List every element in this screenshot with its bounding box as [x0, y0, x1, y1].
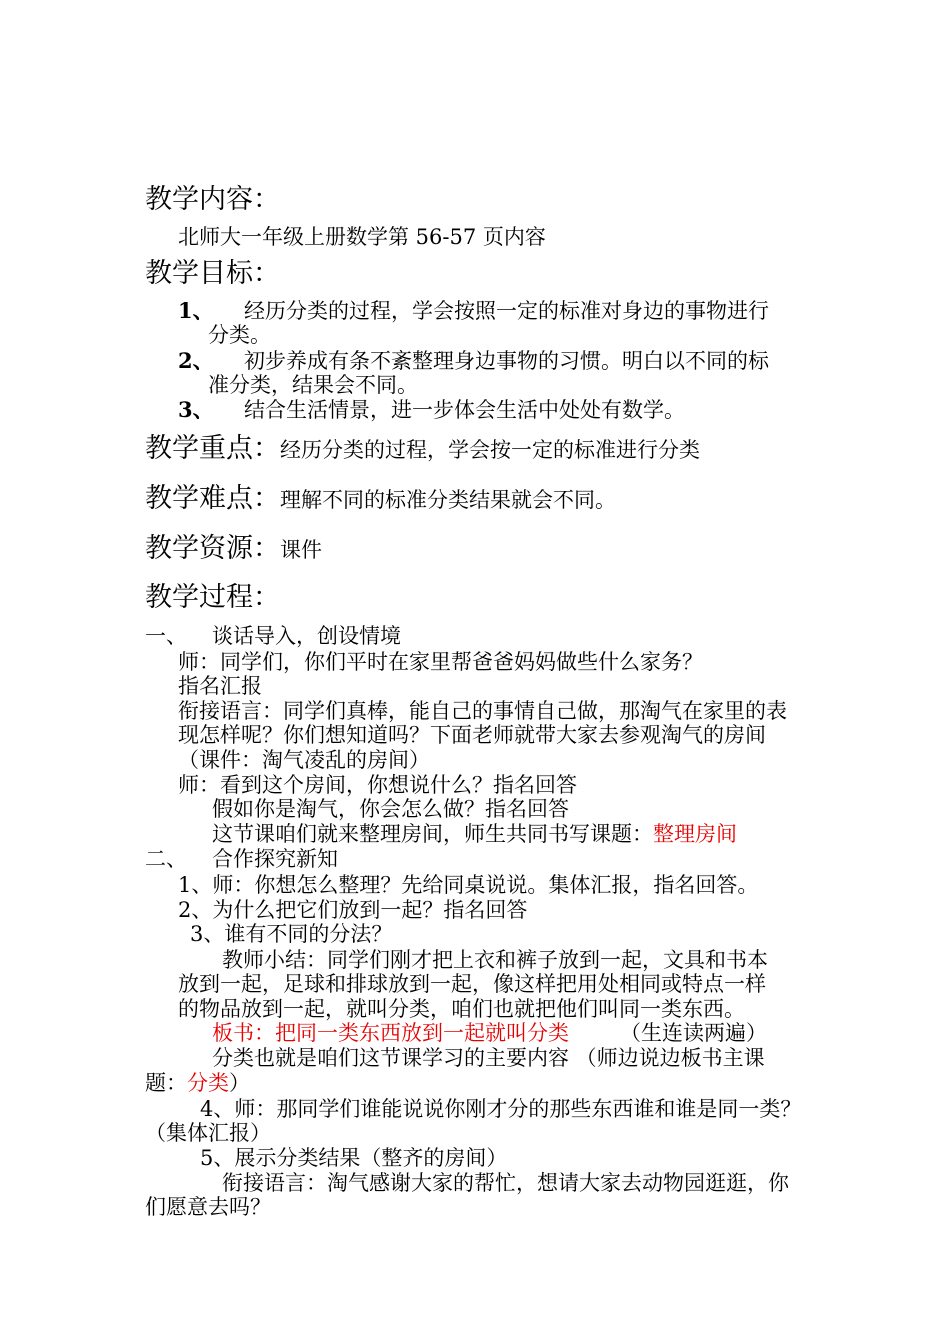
objective-1-line2: 分类。 — [208, 323, 271, 347]
section1-topic: 整理房间 — [653, 822, 737, 846]
objective-2-line1: 初步养成有条不紊整理身边事物的习惯。明白以不同的标 — [244, 349, 769, 373]
section2-q2: 2、为什么把它们放到一起？指名回答 — [178, 898, 528, 922]
section1-line-2: 指名汇报 — [178, 674, 262, 698]
section2-transition-2: 们愿意去吗？ — [145, 1195, 271, 1219]
section1-topic-row — [212, 822, 737, 846]
content-heading: 教学内容： — [145, 184, 280, 215]
difficulty-heading: 教学难点： — [145, 483, 280, 514]
section2-q4-line2: （集体汇报） — [145, 1121, 271, 1145]
difficulty-text: 理解不同的标准分类结果就会不同。 — [280, 488, 616, 512]
objective-3-line1: 结合生活情景，进一步体会生活中处处有数学。 — [244, 398, 685, 422]
key-point-text: 经历分类的过程，学会按一定的标准进行分类 — [280, 438, 700, 462]
section2-transition-1: 衔接语言：淘气感谢大家的帮忙，想请大家去动物园逛逛，你 — [222, 1171, 789, 1195]
section2-main-content-2 — [145, 1071, 250, 1095]
objective-num-2: 2、 — [178, 348, 214, 373]
section1-topic-prefix: 这节课咱们就来整理房间，师生共同书写课题： — [212, 822, 653, 846]
section2-board: 板书：把同一类东西放到一起就叫分类 — [212, 1021, 569, 1045]
section2-title: 合作探究新知 — [212, 847, 338, 871]
difficulty-row — [145, 483, 616, 515]
section1-line-4: 现怎样呢？你们想知道吗？下面老师就带大家去参观淘气的房间 — [178, 723, 766, 747]
content-text: 北师大一年级上册数学第 56-57 页内容 — [178, 225, 546, 249]
main-content-2-topic: 分类 — [187, 1071, 229, 1095]
section2-summary-1: 教师小结：同学们刚才把上衣和裤子放到一起，文具和书本 — [222, 948, 768, 972]
section2-q5: 5、展示分类结果（整齐的房间） — [200, 1146, 508, 1170]
resources-text: 课件 — [280, 538, 322, 562]
section1-num: 一、 — [145, 624, 187, 648]
process-heading: 教学过程： — [145, 582, 280, 613]
section2-main-content-1: 分类也就是咱们这节课学习的主要内容 （师边说边板书主课 — [212, 1046, 765, 1070]
main-content-2-suffix: ） — [229, 1071, 250, 1095]
section2-board-note: （生连读两遍） — [620, 1021, 767, 1045]
objectives-heading: 教学目标： — [145, 258, 280, 289]
section1-line-7: 假如你是淘气，你会怎么做？指名回答 — [212, 797, 569, 821]
key-point-row — [145, 433, 700, 465]
section1-line-3: 衔接语言：同学们真棒，能自己的事情自己做，那淘气在家里的表 — [178, 699, 787, 723]
resources-heading: 教学资源： — [145, 533, 280, 564]
objective-num-1: 1、 — [178, 298, 214, 323]
section1-line-5: （课件：淘气凌乱的房间） — [178, 748, 430, 772]
section2-num: 二、 — [145, 847, 187, 871]
objective-1-line1: 经历分类的过程，学会按照一定的标准对身边的事物进行 — [244, 299, 769, 323]
objective-num-3: 3、 — [178, 397, 214, 422]
resources-row — [145, 533, 322, 565]
section2-q3: 3、谁有不同的分法？ — [190, 922, 393, 946]
section1-title: 谈话导入，创设情境 — [212, 624, 401, 648]
section1-line-1: 师：同学们，你们平时在家里帮爸爸妈妈做些什么家务？ — [178, 650, 703, 674]
section2-q4-line1: 4、师：那同学们谁能说说你刚才分的那些东西谁和谁是同一类？ — [200, 1097, 802, 1121]
section2-summary-2: 放到一起，足球和排球放到一起，像这样把用处相同或特点一样 — [178, 972, 766, 996]
key-point-heading: 教学重点： — [145, 433, 280, 464]
section2-q1: 1、师：你想怎么整理？先给同桌说说。集体汇报，指名回答。 — [178, 873, 759, 897]
section2-summary-3: 的物品放到一起，就叫分类，咱们也就把他们叫同一类东西。 — [178, 997, 745, 1021]
section1-line-6: 师：看到这个房间，你想说什么？指名回答 — [178, 773, 577, 797]
main-content-2-prefix: 题： — [145, 1071, 187, 1095]
objective-2-line2: 准分类，结果会不同。 — [208, 373, 418, 397]
